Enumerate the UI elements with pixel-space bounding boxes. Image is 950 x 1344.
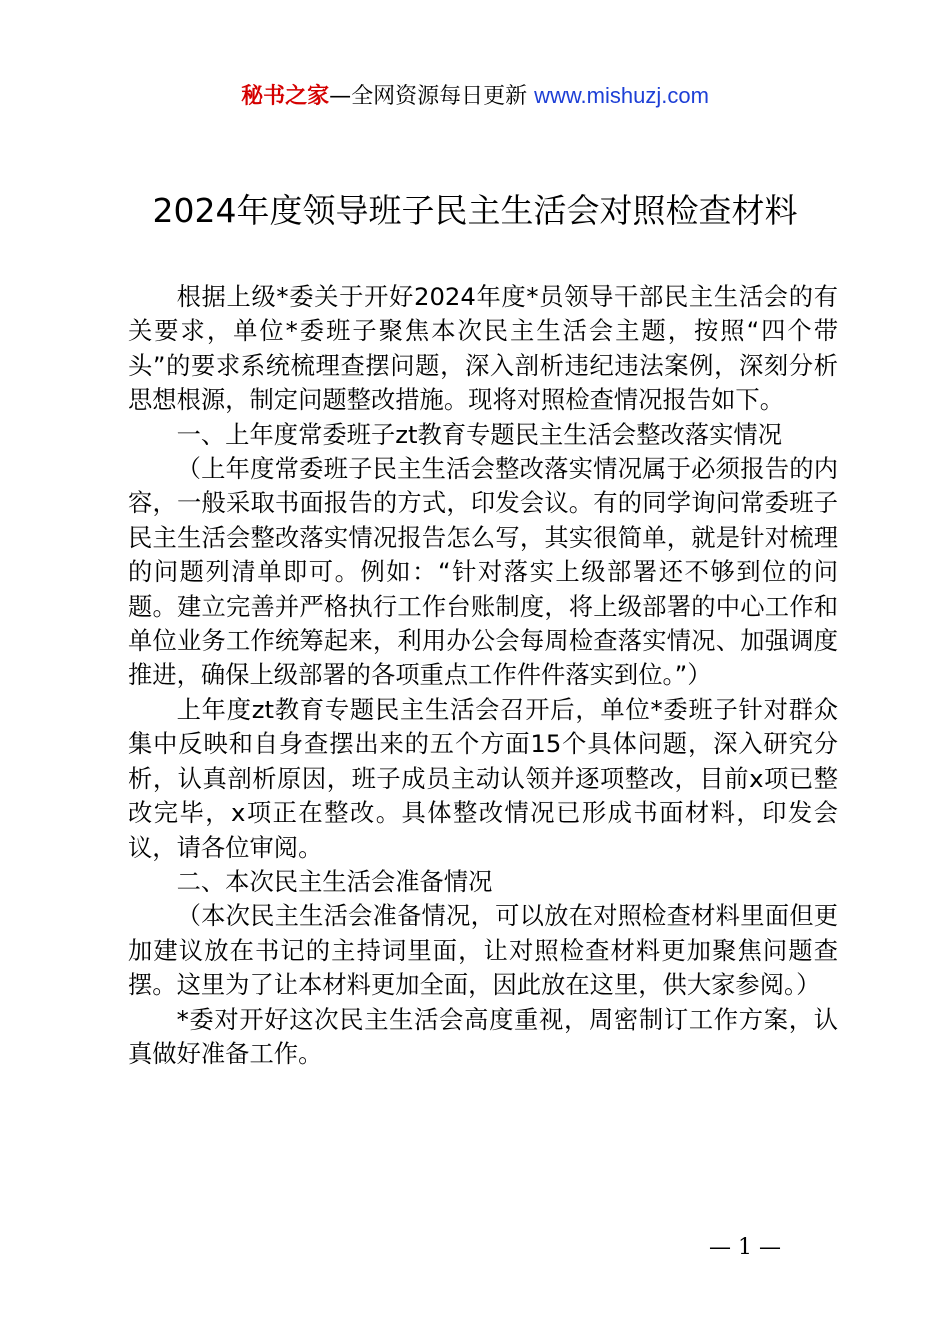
- intro-paragraph: 根据上级*委关于开好2024年度*员领导干部民主生活会的有关要求，单位*委班子聚焦本次民主生活会主题，按照“四个带头”的要求系统梳理查摆问题，深入剖析违纪违法案例，深刻分析思想根源，制定问题整改措施。现将对照检查情况报告如下。: [128, 282, 838, 415]
- document-body: [128, 280, 838, 1071]
- section-heading-1: 一、上年度常委班子zt教育专题民主生活会整改落实情况: [176, 419, 782, 449]
- note-paragraph-1: （上年度常委班子民主生活会整改落实情况属于必须报告的内容，一般采取书面报告的方式，印发会议。有的同学询问常委班子民主生活会整改落实情况报告怎么写，其实很简单，就是针对梳理的问题列清单即可。例如：“针对落实上级部署还不够到位的问题。建立完善并严格执行工作台账制度，将上级部署的中心工作和单位业务工作统筹起来，利用办公会每周检查落实情况、加强调度推进，确保上级部署的各项重点工作件件落实到位。”）: [128, 454, 838, 690]
- preparation-paragraph: *委对开好这次民主生活会高度重视，周密制订工作方案，认真做好准备工作。: [128, 1004, 838, 1068]
- rectification-paragraph: 上年度zt教育专题民主生活会召开后，单位*委班子针对群众集中反映和自身查摆出来的五个方面15个具体问题，深入研究分析，认真剖析原因，班子成员主动认领并逐项整改，目前x项已整改完毕，x项正在整改。具体整改情况已形成书面材料，印发会议，请各位审阅。: [128, 694, 838, 862]
- site-brand: 秘书之家: [241, 84, 330, 109]
- site-url-link[interactable]: www.mishuzj.com: [534, 83, 709, 108]
- site-header: [0, 80, 950, 113]
- page-number: — 1 —: [709, 1235, 781, 1260]
- document-title: 2024年度领导班子民主生活会对照检查材料: [152, 191, 798, 230]
- note-paragraph-2: （本次民主生活会准备情况，可以放在对照检查材料里面但更加建议放在书记的主持词里面，让对照检查材料更加聚焦问题查摆。这里为了让本材料更加全面，因此放在这里，供大家参阅。）: [128, 901, 838, 1000]
- site-tagline: —全网资源每日更新: [329, 84, 535, 109]
- section-heading-2: 二、本次民主生活会准备情况: [176, 866, 493, 896]
